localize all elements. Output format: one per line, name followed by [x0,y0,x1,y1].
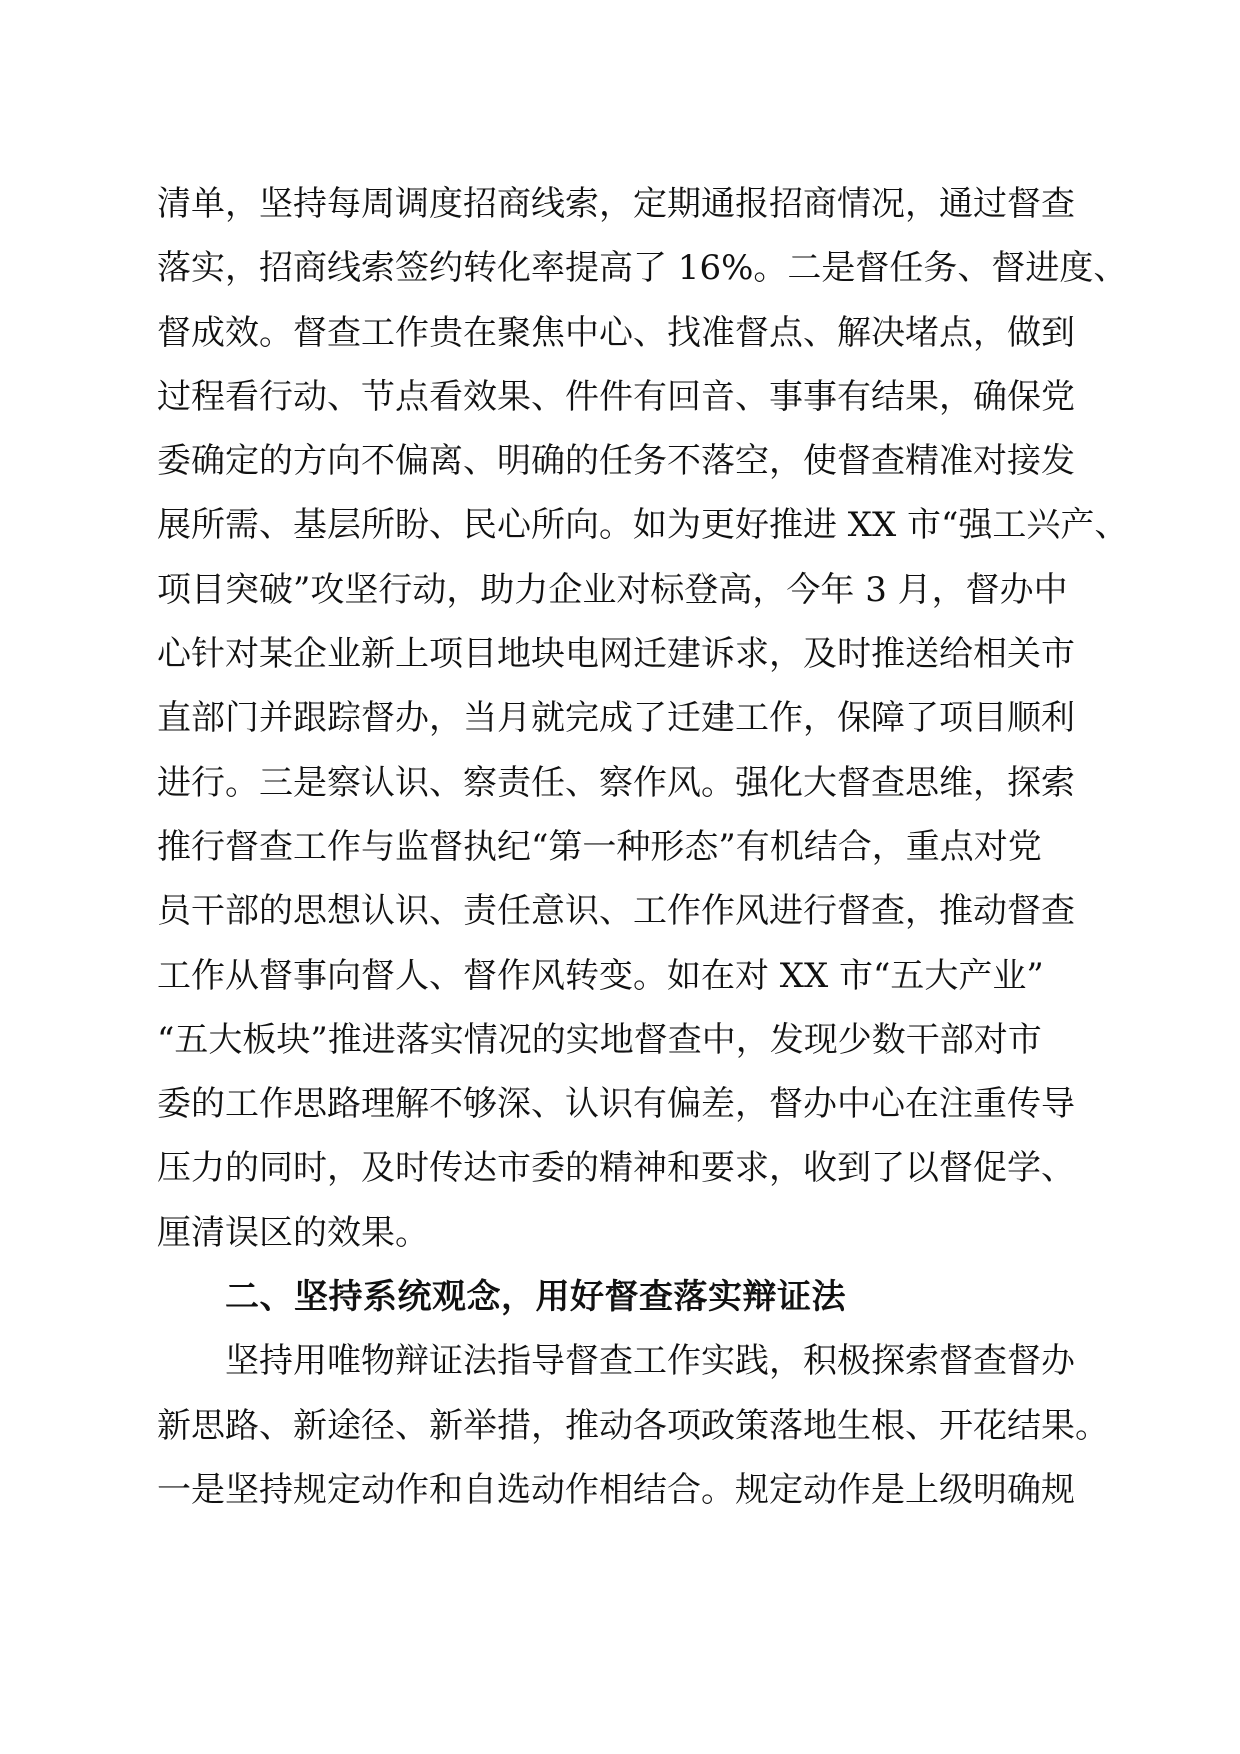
paragraph-line: 坚持用唯物辩证法指导督查工作实践，积极探索督查督办 [225,1341,1075,1382]
body-line: 督成效。督查工作贵在聚焦中心、找准督点、解决堵点，做到 [157,312,1075,353]
document-body [157,172,1129,1522]
body-line: 直部门并跟踪督办，当月就完成了迁建工作，保障了项目顺利 [157,698,1075,739]
body-line: 落实，招商线索签约转化率提高了 16%。二是督任务、督进度、 [157,248,1128,289]
section-heading: 二、坚持系统观念，用好督查落实辩证法 [225,1277,846,1318]
body-line: 过程看行动、节点看效果、件件有回音、事事有结果，确保党 [157,376,1075,417]
body-line: 厘清误区的效果。 [157,1212,429,1253]
body-line: 员干部的思想认识、责任意识、工作作风进行督查，推动督查 [157,891,1075,932]
body-line: 展所需、基层所盼、民心所向。如为更好推进 XX 市“强工兴产、 [157,505,1129,546]
body-line: 推行督查工作与监督执纪“第一种形态”有机结合，重点对党 [157,826,1042,867]
body-line: 压力的同时，及时传达市委的精神和要求，收到了以督促学、 [157,1148,1075,1189]
body-line: 心针对某企业新上项目地块电网迁建诉求，及时推送给相关市 [157,634,1075,675]
body-line: 工作从督事向督人、督作风转变。如在对 XX 市“五大产业” [157,955,1044,996]
body-line: 清单，坚持每周调度招商线索，定期通报招商情况，通过督查 [157,184,1075,224]
body-line: 委确定的方向不偏离、明确的任务不落空，使督查精准对接发 [157,441,1075,482]
body-line: 进行。三是察认识、察责任、察作风。强化大督查思维，探索 [157,762,1075,803]
paragraph-line: 一是坚持规定动作和自选动作相结合。规定动作是上级明确规 [157,1469,1075,1510]
body-line: “五大板块”推进落实情况的实地督查中，发现少数干部对市 [157,1019,1042,1060]
body-line: 委的工作思路理解不够深、认识有偏差，督办中心在注重传导 [157,1084,1075,1125]
body-line: 项目突破”攻坚行动，助力企业对标登高，今年 3 月，督办中 [157,569,1068,610]
paragraph-line: 新思路、新途径、新举措，推动各项政策落地生根、开花结果。 [157,1405,1109,1446]
